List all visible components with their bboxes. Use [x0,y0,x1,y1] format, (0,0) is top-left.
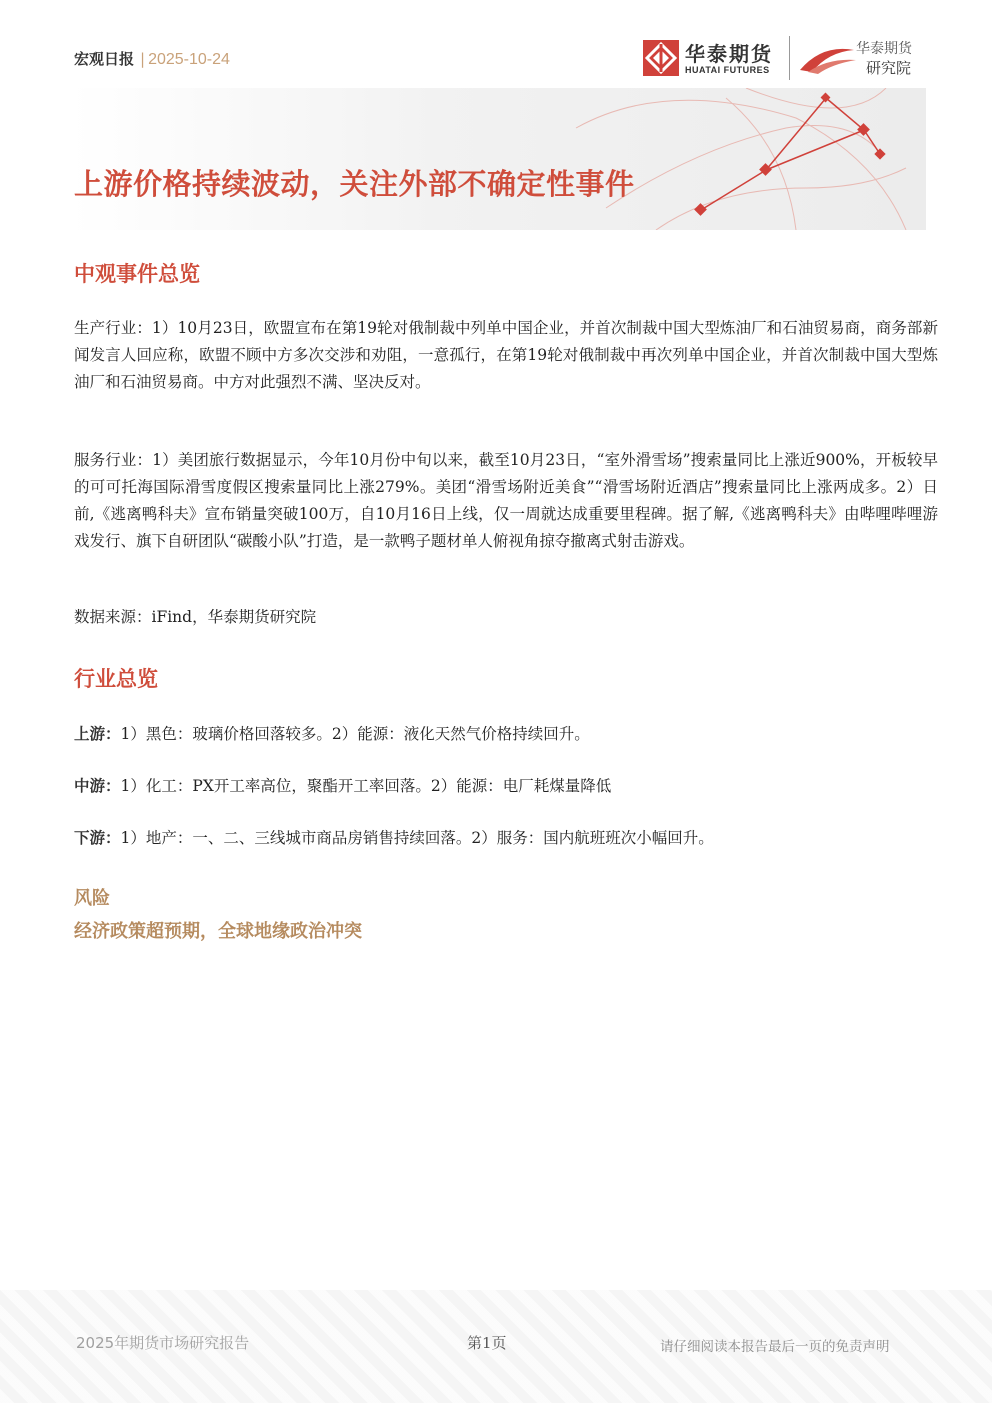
huatai-futures-logo [643,38,793,80]
page-number: 第1页 [467,1334,507,1352]
downstream-text: 1）地产：一、二、三线城市商品房销售持续回落。2）服务：国内航班班次小幅回升。 [120,829,714,847]
report-type: 宏观日报 [74,50,135,68]
midstream-label: 中游： [74,777,121,795]
midstream-text: 1）化工：PX开工率高位，聚酯开工率回落。2）能源：电厂耗煤量降低 [120,777,612,795]
title-banner [70,88,926,230]
report-title: 上游价格持续波动，关注外部不确定性事件 [74,167,635,201]
report-date: 2025-10-24 [148,51,230,68]
service-industry-paragraph: 服务行业：1）美团旅行数据显示，今年10月份中旬以来，截至10月23日，“室外滑雪场”搜索量同比上涨近900%，开板较早的可可托海国际滑雪度假区搜索量同比上涨279%。美团“滑雪场附近美食”“滑雪场附近酒店”搜索量同比上涨两成多。2）日前,《逃离鸭科夫》宣布销量突破100万，自10月16日上线，仅一周就达成重要里程碑。据了解,《逃离鸭科夫》由哔哩哔哩游戏发行、旗下自研团队“碳酸小队”打造，是一款鸭子题材单人俯视角掠夺撤离式射击游戏。 [74,451,938,550]
section-heading-industry-overview: 行业总览 [74,667,158,691]
institute-name-line2: 研究院 [866,59,912,77]
network-graphic-icon [546,88,926,230]
risk-heading: 风险 [74,888,110,909]
downstream-line [74,825,938,852]
footer-report-name: 2025年期货市场研究报告 [76,1334,250,1352]
research-institute-logo [798,38,928,80]
report-header [74,48,230,69]
logo-chinese-name: 华泰期货 [685,42,773,66]
huatai-logo-icon [643,40,679,76]
logo-english-name: HUATAI FUTURES [685,65,770,75]
data-source-note: 数据来源：iFind，华泰期货研究院 [74,608,317,626]
logo-divider [789,36,790,80]
disclaimer-note: 请仔细阅读本报告最后一页的免责声明 [660,1339,890,1355]
downstream-label: 下游： [74,829,121,847]
upstream-label: 上游： [74,725,121,743]
production-industry-paragraph: 生产行业：1）10月23日，欧盟宣布在第19轮对俄制裁中列单中国企业，并首次制裁中国大型炼油厂和石油贸易商，商务部新闻发言人回应称，欧盟不顾中方多次交涉和劝阻，一意孤行，在第19轮对俄制裁中再次列单中国企业，并首次制裁中国大型炼油厂和石油贸易商。中方对此强烈不满、坚决反对。 [74,319,938,391]
upstream-line [74,721,938,748]
risk-body: 经济政策超预期，全球地缘政治冲突 [74,921,362,942]
institute-swoosh-icon [798,40,858,76]
section-heading-meso-events: 中观事件总览 [74,262,200,286]
upstream-text: 1）黑色：玻璃价格回落较多。2）能源：液化天然气价格持续回升。 [120,725,590,743]
header-separator: | [140,50,146,68]
institute-name-line1: 华泰期货 [856,41,912,57]
midstream-line [74,773,938,800]
